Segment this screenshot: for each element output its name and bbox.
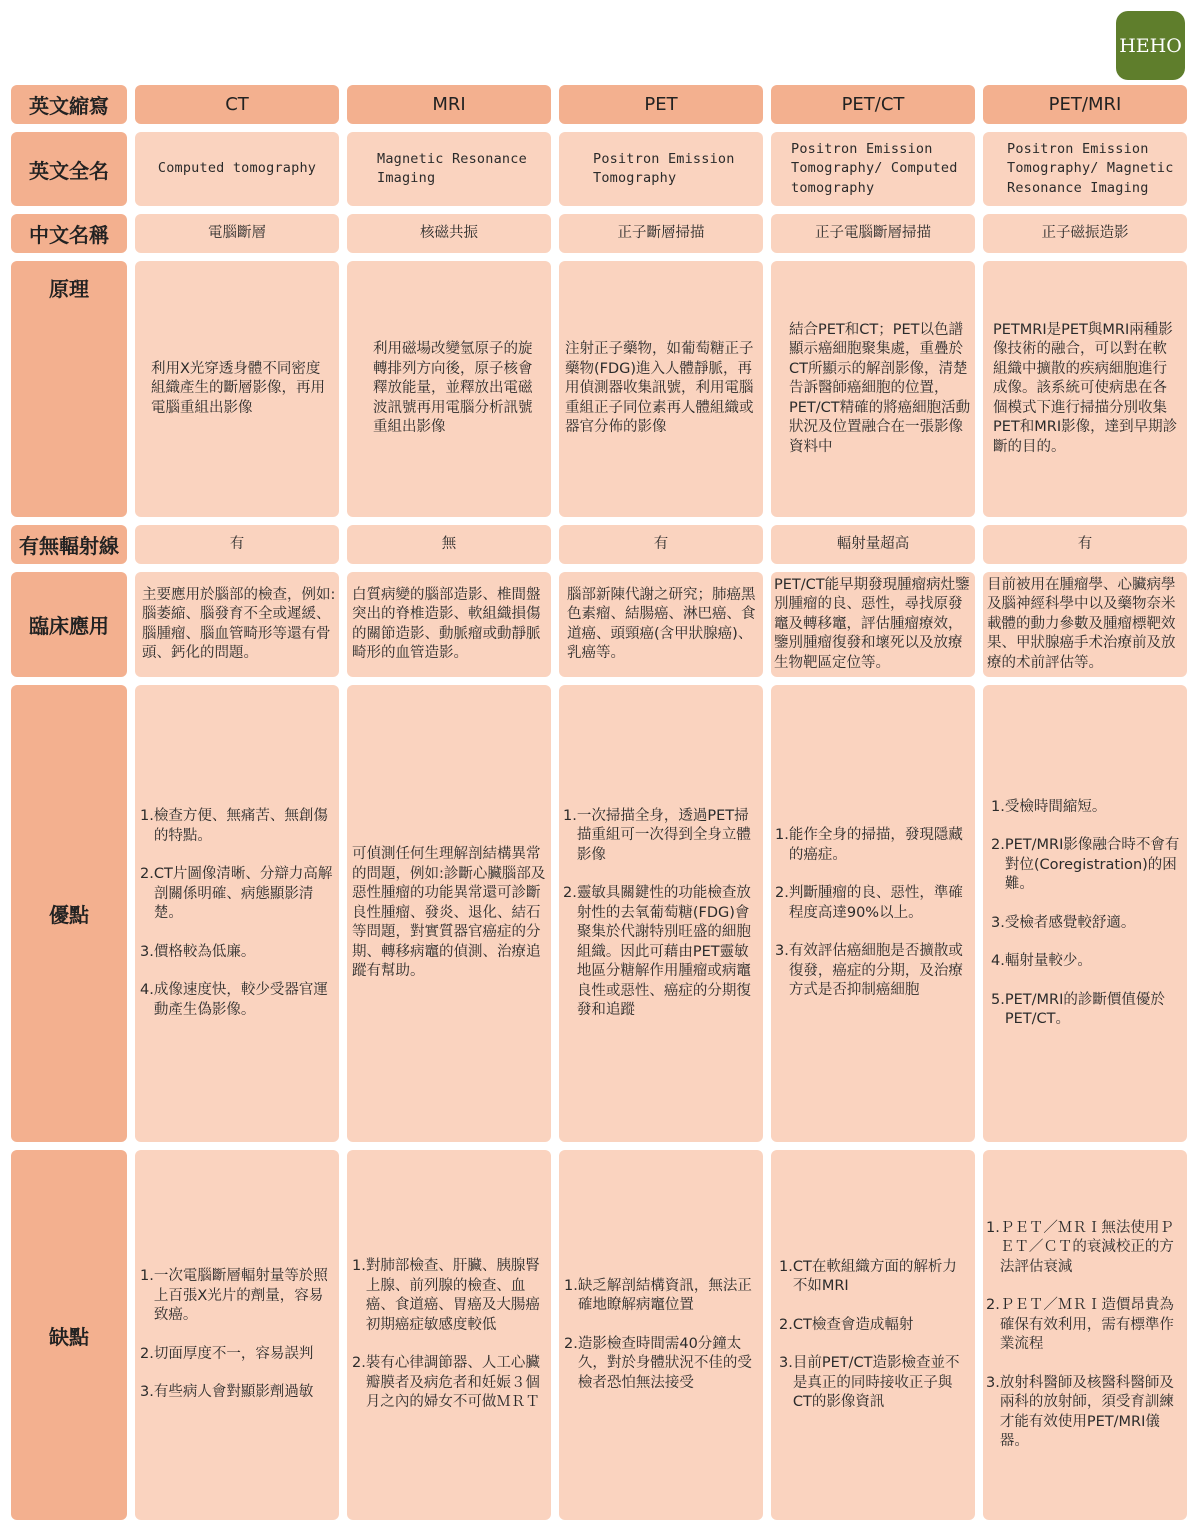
list-item-text: 切面厚度不一，容易誤判 (153, 1345, 314, 1362)
list-item (140, 865, 336, 924)
row-label-cons: 缺點 (11, 1150, 127, 1520)
list-item (986, 1296, 1184, 1355)
fullname-mri: Magnetic Resonance Imaging (347, 132, 551, 206)
list-item-number: 1. (986, 1219, 1000, 1236)
row-label-radiation: 有無輻射線 (11, 525, 127, 564)
list-item (779, 1354, 965, 1413)
clinical-petmri: 目前被用在腫瘤學、心臟病學及腦神經科學中以及藥物奈米載體的動力參數及腫瘤標靶效果、甲狀腺癌手术治療前及放療的术前評估等。 (983, 572, 1187, 677)
row-label-abbr: 英文縮寫 (11, 85, 127, 124)
comparison-table (11, 85, 1187, 1512)
list-item (352, 1354, 548, 1413)
list-item-text: 有效評估癌細胞是否擴散或復發，癌症的分期，及治療方式是否抑制癌細胞 (788, 943, 963, 999)
list-item (991, 991, 1184, 1030)
list-item-text: 價格較為低廉。 (153, 943, 256, 960)
list-item (140, 807, 336, 846)
list-item (140, 1345, 336, 1365)
pros-petmri (983, 685, 1187, 1142)
row-label-fullname: 英文全名 (11, 132, 127, 206)
list-item-text: 對肺部檢查、肝臟、胰腺腎上腺、前列腺的檢查、血癌、食道癌、胃癌及大腸癌初期癌症敏感度較低 (365, 1258, 540, 1333)
list-item (352, 1257, 548, 1335)
list-item (563, 807, 760, 866)
list-item-number: 4. (140, 982, 154, 998)
radiation-mri: 無 (347, 525, 551, 564)
list-item-number: 2. (986, 1297, 1000, 1313)
cons-pet-list (564, 1277, 760, 1394)
clinical-ct: 主要應用於腦部的檢查，例如:腦萎縮、腦發育不全或遲緩、腦腫瘤、腦血管畸形等還有骨頭、鈣化的問題。 (135, 572, 339, 677)
list-item (775, 884, 972, 923)
fullname-petmri: Positron Emission Tomography/ Magnetic Resonance Imaging (983, 132, 1187, 206)
col-abbr-ct: CT (135, 85, 339, 124)
list-item-number: 5. (991, 991, 1005, 1008)
list-item-text: CT檢查會造成輻射 (792, 1316, 914, 1333)
list-item-number: 3. (140, 943, 154, 960)
cons-petmri (983, 1150, 1187, 1520)
list-item-text: CT片圖像清晰、分辯力高解剖關係明確、病態顯影清楚。 (153, 866, 333, 921)
list-item-text: 放射科醫師及核醫科醫師及兩科的放射師，須受育訓練才能有效使用PET/MRI儀器。 (999, 1374, 1174, 1449)
list-item (775, 826, 972, 865)
list-item-text: 受檢時間縮短。 (1004, 798, 1107, 815)
principle-petct: 結合PET和CT；PET以色譜顯示癌細胞聚集處，重疊於CT所顯示的解剖影像，清楚告訴醫師癌細胞的位置，PET/CT精確的將癌細胞活動狀況及位置融合在一張影像資料中 (771, 261, 975, 517)
list-item-text: ＰＥＴ／ＭＲＩ造價昂貴為確保有效利用，需有標準作業流程 (999, 1297, 1174, 1352)
list-item-number: 1. (563, 807, 577, 824)
cons-petct-list (779, 1258, 965, 1413)
radiation-pet: 有 (559, 525, 763, 564)
list-item (563, 884, 760, 1021)
list-item (986, 1374, 1184, 1452)
list-item-text: 造影檢查時間需40分鐘太久，對於身體狀況不佳的受檢者恐怕無法接受 (577, 1335, 752, 1391)
list-item-number: 4. (991, 953, 1005, 969)
list-item (991, 836, 1184, 895)
list-item-number: 1. (779, 1258, 793, 1275)
list-item-text: 檢查方便、無痛苦、無創傷的特點。 (153, 808, 328, 844)
heho-logo: HEHO (1116, 11, 1185, 80)
list-item-text: 能作全身的掃描，發現隱藏的癌症。 (788, 827, 963, 863)
list-item (775, 942, 972, 1001)
radiation-ct: 有 (135, 525, 339, 564)
list-item-number: 1. (140, 808, 154, 824)
chinesename-petct: 正子電腦斷層掃描 (771, 214, 975, 253)
radiation-petmri: 有 (983, 525, 1187, 564)
fullname-petct: Positron Emission Tomography/ Computed tomography (771, 132, 975, 206)
list-item-text: PET/MRI影像融合時不會有對位(Coregistration)的困難。 (1004, 837, 1180, 892)
list-item (564, 1335, 760, 1394)
list-item (140, 981, 336, 1020)
list-item-text: 可偵測任何生理解剖結構異常的問題，例如:診斷心臟腦部及惡性腫瘤的功能異常還可診斷良性腫瘤、發炎、退化、結石等問題，對實質器官癌症的分期、轉移病竈的偵測、治療追蹤有幫助。 (352, 846, 546, 980)
list-item-text: 判斷腫瘤的良、惡性，準確程度高達90%以上。 (788, 885, 963, 921)
list-item-number: 2. (140, 1345, 154, 1362)
pros-ct-list (140, 807, 336, 1020)
list-item-number: 2. (140, 866, 154, 882)
row-label-clinical: 臨床應用 (11, 572, 127, 677)
chinesename-ct: 電腦斷層 (135, 214, 339, 253)
list-item-text: 目前PET/CT造影檢查並不是真正的同時接收正子與CT的影像資訊 (792, 1355, 960, 1410)
col-abbr-mri: MRI (347, 85, 551, 124)
clinical-pet: 腦部新陳代謝之研究；肺癌黑色素瘤、結腸癌、淋巴癌、食道癌、頭頸癌(含甲狀腺癌)、乳癌等。 (559, 572, 763, 677)
radiation-petct: 輻射量超高 (771, 525, 975, 564)
pros-petct (771, 685, 975, 1142)
list-item-number: 2. (563, 885, 577, 901)
list-item-number: 1. (352, 1258, 366, 1275)
row-label-principle: 原理 (11, 261, 127, 517)
cons-petmri-list (986, 1219, 1184, 1452)
chinesename-pet: 正子斷層掃描 (559, 214, 763, 253)
list-item-number: 3. (779, 1355, 793, 1371)
pros-ct (135, 685, 339, 1142)
list-item-text: 靈敏具關鍵性的功能檢查放射性的去氧葡萄糖(FDG)會聚集於代謝特別旺盛的細胞組織。因此可藉由PET靈敏地區分糖解作用腫瘤或病竈良性或惡性、癌症的分期復發和追蹤 (576, 885, 751, 1018)
cons-ct-list (140, 1267, 336, 1403)
list-item-text: 成像速度快，較少受器官運動產生偽影像。 (153, 982, 328, 1018)
principle-mri: 利用磁場改變氫原子的旋轉排列方向後，原子核會釋放能量，並釋放出電磁波訊號再用電腦分析訊號重組出影像 (347, 261, 551, 517)
list-item-number: 2. (991, 837, 1005, 853)
chinesename-petmri: 正子磁振造影 (983, 214, 1187, 253)
list-item-text: 一次掃描全身，透過PET掃描重組可一次得到全身立體影像 (576, 807, 751, 863)
fullname-pet: Positron Emission Tomography (559, 132, 763, 206)
list-item-number: 2. (564, 1335, 578, 1352)
principle-ct: 利用X光穿透身體不同密度組織產生的斷層影像，再用電腦重組出影像 (135, 261, 339, 517)
list-item-text: 一次電腦斷層輻射量等於照上百張X光片的劑量，容易致癌。 (153, 1268, 328, 1324)
list-item (140, 943, 336, 963)
list-item-number: 1. (140, 1268, 154, 1285)
list-item (779, 1316, 965, 1336)
row-label-pros: 優點 (11, 685, 127, 1142)
list-item (991, 798, 1184, 818)
clinical-petct: PET/CT能早期發現腫瘤病灶鑒別腫瘤的良、惡性，尋找原發竈及轉移竈，評估腫瘤療效，鑒別腫瘤復發和壞死以及放療生物靶區定位等。 (771, 572, 975, 677)
cons-mri-list (352, 1257, 548, 1413)
list-item-text: CT在軟組織方面的解析力不如MRI (792, 1258, 957, 1294)
list-item (991, 914, 1184, 934)
list-item (140, 1267, 336, 1326)
cons-petct (771, 1150, 975, 1520)
list-item (140, 1383, 336, 1403)
pros-mri (347, 685, 551, 1142)
list-item-text: 裝有心律調節器、人工心臟瓣膜者及病危者和妊娠３個月之內的婦女不可做ＭＲＴ (365, 1355, 540, 1411)
col-abbr-petmri: PET/MRI (983, 85, 1187, 124)
col-abbr-pet: PET (559, 85, 763, 124)
principle-pet: 注射正子藥物，如葡萄糖正子藥物(FDG)進入人體靜脈，再用偵測器收集訊號，利用電腦重組正子同位素再人體組織或器官分佈的影像 (559, 261, 763, 517)
list-item-number: 1. (775, 827, 789, 844)
list-item-text: 受檢者感覺較舒適。 (1004, 914, 1136, 931)
cons-pet (559, 1150, 763, 1520)
list-item-number: 3. (991, 914, 1005, 931)
list-item (564, 1277, 760, 1316)
list-item-text: PET/MRI的診斷價值優於PET/CT。 (1004, 991, 1165, 1027)
list-item (991, 952, 1184, 972)
list-item-number: 3. (775, 943, 789, 960)
list-item-number: 1. (564, 1277, 578, 1294)
list-item-number: 2. (779, 1316, 793, 1333)
fullname-ct: Computed tomography (135, 132, 339, 206)
list-item-number: 3. (140, 1384, 154, 1401)
pros-petct-list (775, 826, 972, 1001)
col-abbr-petct: PET/CT (771, 85, 975, 124)
list-item-text: 缺乏解剖結構資訊，無法正確地瞭解病竈位置 (577, 1277, 752, 1314)
list-item (779, 1258, 965, 1297)
list-item-number: 2. (775, 885, 789, 902)
list-item-text: ＰＥＴ／ＭＲＩ無法使用ＰＥＴ／ＣＴ的衰減校正的方法評估衰減 (999, 1219, 1174, 1275)
pros-petmri-list (991, 798, 1184, 1030)
chinesename-mri: 核磁共振 (347, 214, 551, 253)
cons-mri (347, 1150, 551, 1520)
list-item (986, 1219, 1184, 1278)
list-item-number: 2. (352, 1355, 366, 1372)
list-item (352, 845, 548, 982)
list-item-number: 3. (986, 1374, 1000, 1391)
cons-ct (135, 1150, 339, 1520)
pros-mri-list (352, 845, 548, 982)
principle-petmri: PETMRI是PET與MRI兩種影像技術的融合，可以對在軟組織中擴散的疾病細胞進行成像。該系統可使病患在各個模式下進行掃描分別收集PET和MRI影像，達到早期診斷的目的。 (983, 261, 1187, 517)
pros-pet (559, 685, 763, 1142)
list-item-number: 1. (991, 798, 1005, 815)
row-label-chinesename: 中文名稱 (11, 214, 127, 253)
pros-pet-list (563, 807, 760, 1021)
clinical-mri: 白質病變的腦部造影、椎間盤突出的脊椎造影、軟組織損傷的關節造影、動脈瘤或動靜脈畸形的血管造影。 (347, 572, 551, 677)
list-item-text: 輻射量較少。 (1004, 953, 1092, 969)
list-item-text: 有些病人會對顯影劑過敏 (153, 1384, 314, 1401)
